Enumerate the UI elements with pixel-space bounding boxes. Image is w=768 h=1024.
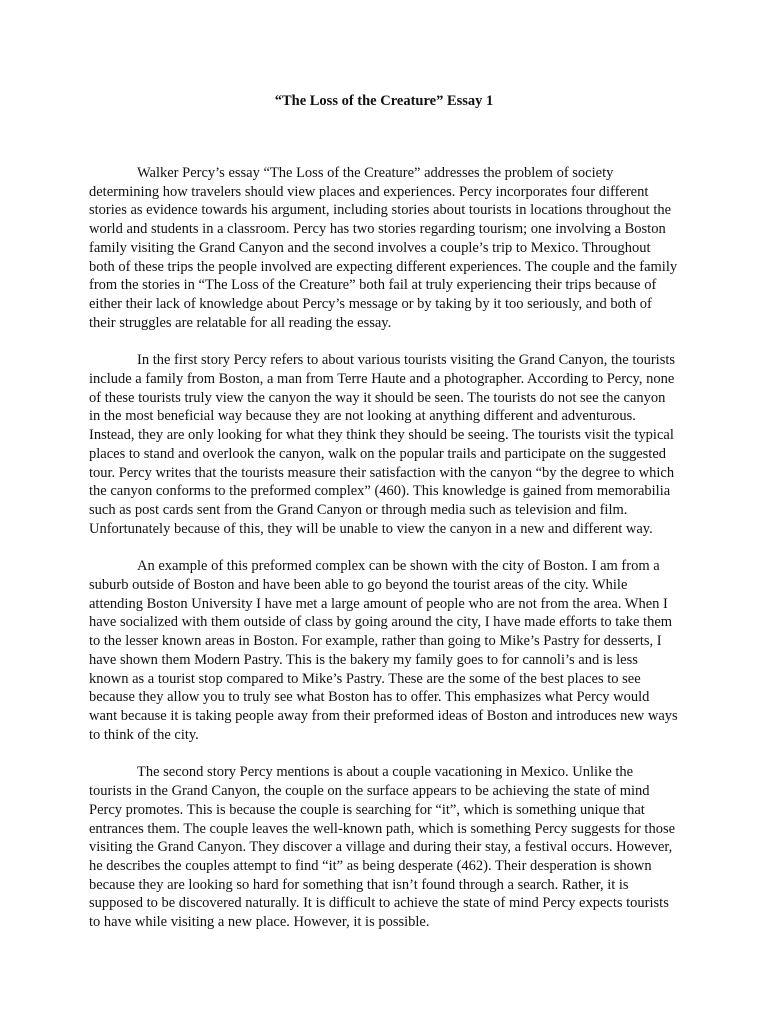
paragraph-3: An example of this preformed complex can be shown with the city of Boston. I am from a suburb outside of Boston and have been able to go beyond the tourist areas of the city. While attending Boston University I have met a large amount of people who are not from the area. When I have socialized with them outside of class by going around the city, I have made efforts to take them to the lesser known areas in Boston. For example, rather than going to Mike’s Pastry for desserts, I have shown them Modern Pastry. This is the bakery my family goes to for cannoli’s and is less known as a tourist stop compared to Mike’s Pastry. These are the some of the best places to see because they allow you to truly see what Boston has to offer. This emphasizes what Percy would want because it is taking people away from their preformed ideas of Boston and introduces new ways to think of the city. [89, 558, 678, 743]
paragraph-2: In the first story Percy refers to about various tourists visiting the Grand Canyon, the tourists include a family from Boston, a man from Terre Haute and a photographer. According to Percy, none of these tourists truly view the canyon the way it should be seen. The tourists do not see the canyon in the most beneficial way because they are not looking at anything different and adventurous. Instead, they are only looking for what they think they should be seeing. The tourists visit the typical places to stand and overlook the canyon, walk on the popular trails and participate on the suggested tour. Percy writes that the tourists measure their satisfaction with the canyon “by the degree to which the canyon conforms to the preformed complex” (460). This knowledge is gained from memorabilia such as post cards sent from the Grand Canyon or through media such as television and film. Unfortunately because of this, they will be unable to view the canyon in a new and different way. [89, 352, 676, 537]
essay-body [89, 164, 679, 951]
paragraph-4: The second story Percy mentions is about a couple vacationing in Mexico. Unlike the tourists in the Grand Canyon, the couple on the surface appears to be achieving the state of mind Percy promotes. This is because the couple is searching for “it”, which is something unique that entrances them. The couple leaves the well-known path, which is something Percy suggests for those visiting the Grand Canyon. They discover a village and during their stay, a festival occurs. However, he describes the couples attempt to find “it” as being desperate (462). Their desperation is shown because they are looking so hard for something that isn’t found through a search. Rather, it is supposed to be discovered naturally. It is difficult to achieve the state of mind Percy expects tourists to have while visiting a new place. However, it is possible. [89, 764, 676, 931]
page-title: “The Loss of the Creature” Essay 1 [274, 93, 494, 109]
paragraph-1: Walker Percy’s essay “The Loss of the Creature” addresses the problem of society determining how travelers should view places and experiences. Percy incorporates four different stories as evidence towards his argument, including stories about tourists in locations throughout the world and students in a classroom. Percy has two stories regarding tourism; one involving a Boston family visiting the Grand Canyon and the second involves a couple’s trip to Mexico. Throughout both of these trips the people involved are expecting different experiences. The couple and the family from the stories in “The Loss of the Creature” both fail at truly experiencing their trips because of either their lack of knowledge about Percy’s message or by taking by it too seriously, and both of their struggles are relatable for all reading the essay. [89, 165, 678, 331]
